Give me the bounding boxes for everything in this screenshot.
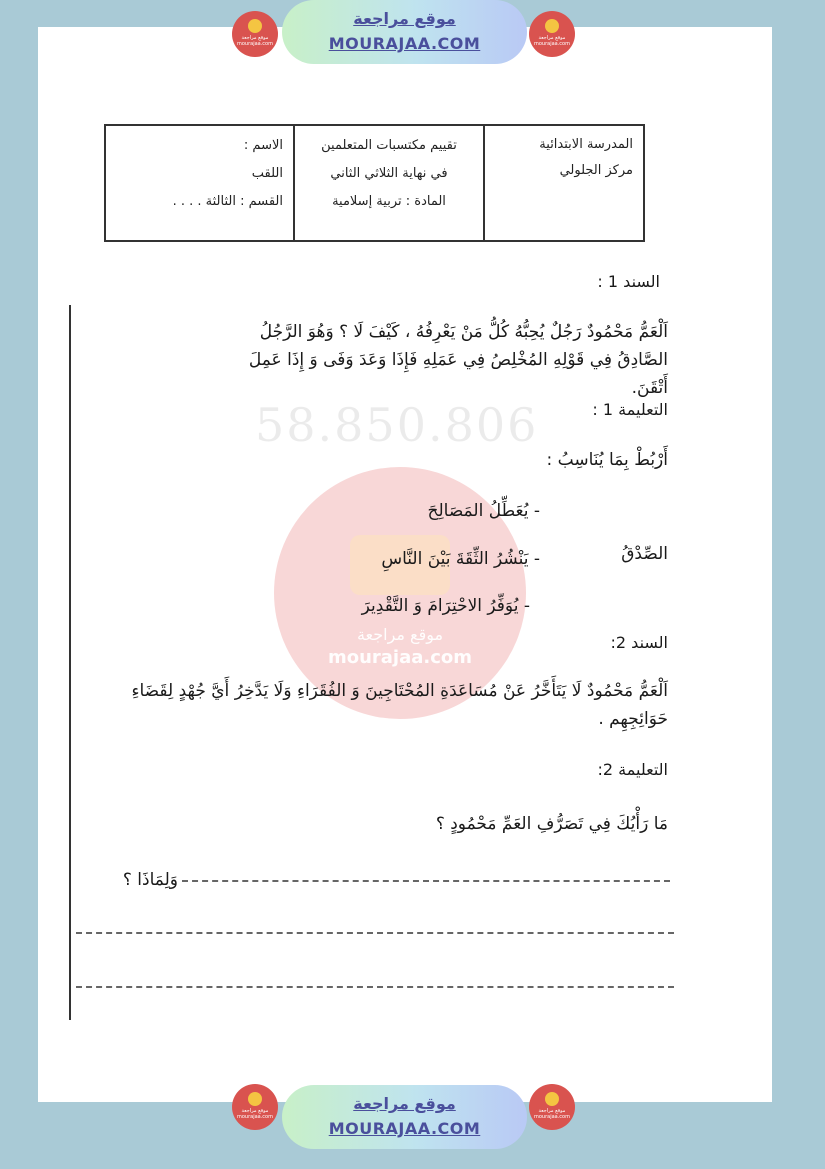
banner-site-url[interactable]: MOURAJAA.COM — [328, 1119, 481, 1138]
student-surname-label: اللقب — [251, 166, 283, 181]
site-banner-top[interactable] — [282, 0, 527, 64]
banner-arabic-title[interactable]: موقع مراجعة — [353, 1094, 456, 1113]
sanad1-text: اَلْعَمُّ مَحْمُودٌ رَجُلٌ يُحِبُّهُ كُلُّ مَنْ يَعْرِفُهُ ، كَيْفَ لَا ؟ وَهُوَ الرَّجُلُ الصَّادِقُ فِي قَوْلِهِ المُخْلِصُ فِي عَمَلِهِ فَإِذَا وَعَدَ وَفَى وَ إِذَا عَمِلَ أَتْقَنَ. — [248, 322, 668, 398]
student-class-label: القسم : الثالثة . . . . — [172, 194, 283, 209]
watermark-phone: 58.850.806 — [255, 398, 539, 452]
why-label: وَلِمَاذَا ؟ — [122, 870, 178, 890]
talima1-instruction: أَرْبُطْ بِمَا يُنَاسِبُ : — [546, 450, 668, 470]
banner-arabic-title[interactable]: موقع مراجعة — [353, 9, 456, 28]
sanad1-title: السند 1 : — [597, 272, 660, 291]
school-name: المدرسة الابتدائية — [539, 137, 633, 152]
site-logo-icon[interactable]: موقع مراجعة mourajaa.com — [529, 1084, 575, 1130]
site-banner-bottom[interactable] — [282, 1085, 527, 1149]
site-logo-icon[interactable]: موقع مراجعة mourajaa.com — [232, 11, 278, 57]
answer-line-3[interactable] — [76, 986, 674, 988]
site-logo-icon[interactable]: موقع مراجعة mourajaa.com — [232, 1084, 278, 1130]
banner-site-url[interactable]: MOURAJAA.COM — [328, 34, 481, 53]
exam-info-cell — [293, 126, 483, 240]
exam-title: تقييم مكتسبات المتعلمين — [321, 138, 457, 153]
school-center: مركز الجلولي — [559, 163, 633, 178]
talima2-question: مَا رَأْيُكَ فِي تَصَرُّفِ العَمِّ مَحْمُودٍ ؟ — [435, 814, 668, 834]
matching-option-3[interactable]: - يُوَفِّرُ الاحْتِرَامَ وَ التَّقْدِيرَ — [361, 596, 530, 616]
exam-term: في نهاية الثلاثي الثاني — [330, 166, 448, 181]
exam-subject: المادة : تربية إسلامية — [332, 194, 446, 209]
matching-option-2[interactable]: - يَنْشُرُ الثِّقَةَ بَيْنَ النَّاسِ — [381, 549, 540, 569]
watermark-text-url: mourajaa.com — [327, 647, 473, 668]
school-info-cell — [483, 126, 643, 240]
matching-option-1[interactable]: - يُعَطِّلُ المَصَالِحَ — [427, 501, 540, 521]
answer-line-1[interactable] — [182, 880, 670, 882]
exam-header-table — [104, 124, 645, 242]
student-info-cell — [106, 126, 293, 240]
talima2-title: التعليمة 2: — [597, 760, 668, 779]
sanad2-text: اَلْعَمُّ مَحْمُودٌ لَا يَتَأَخَّرُ عَنْ مُسَاعَدَةِ المُحْتَاجِينَ وَ الفُقَرَاءِ وَلَا يَدَّخِرُ أَيَّ جُهْدٍ لِقَضَاءِ حَوَائِجِهِم . — [131, 681, 668, 729]
answer-line-2[interactable] — [76, 932, 674, 934]
matching-word: الصِّدْقُ — [621, 544, 668, 564]
margin-line — [69, 305, 71, 1020]
site-logo-icon[interactable]: موقع مراجعة mourajaa.com — [529, 11, 575, 57]
sanad2-title: السند 2: — [610, 633, 668, 652]
watermark-text-arabic: موقع مراجعة — [356, 625, 444, 644]
talima1-title: التعليمة 1 : — [592, 400, 668, 419]
student-name-label: الاسم : — [243, 138, 283, 153]
